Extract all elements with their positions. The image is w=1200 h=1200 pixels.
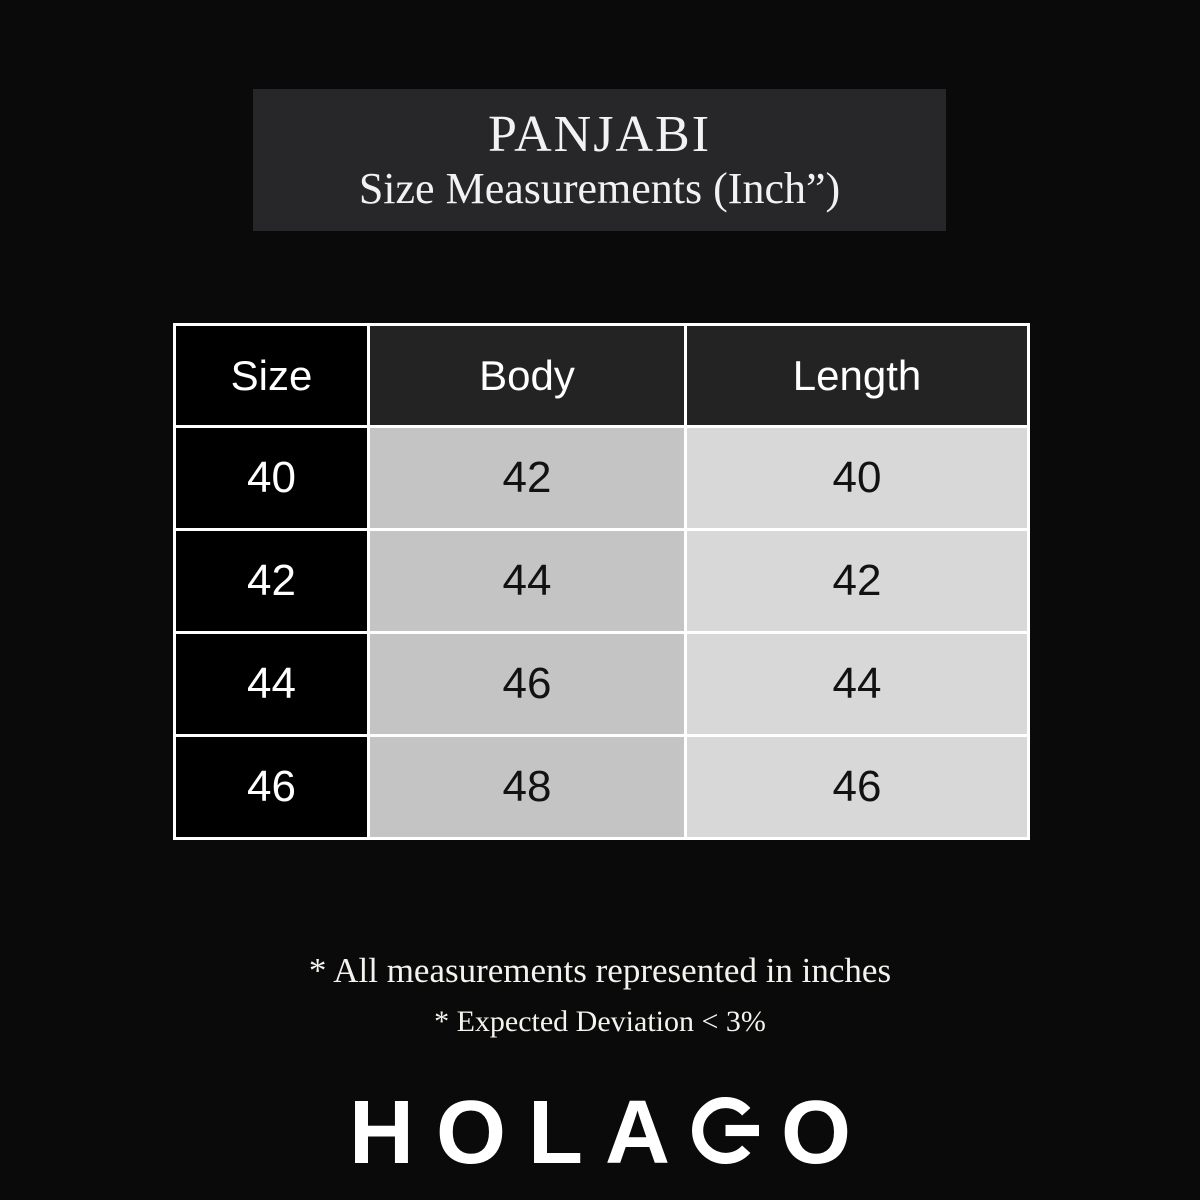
- brand-letter-o: O: [780, 1083, 851, 1183]
- body-value: 46: [369, 633, 686, 736]
- length-value: 44: [686, 633, 1029, 736]
- body-value: 48: [369, 736, 686, 839]
- size-value: 44: [175, 633, 369, 736]
- brand-letters-hola: HOLA: [349, 1083, 692, 1183]
- column-header-size: Size: [175, 325, 369, 427]
- size-value: 40: [175, 427, 369, 530]
- product-title: PANJABI: [487, 105, 712, 163]
- size-value: 42: [175, 530, 369, 633]
- size-table: [173, 323, 1030, 840]
- size-value: 46: [175, 736, 369, 839]
- length-value: 42: [686, 530, 1029, 633]
- title-panel: [253, 89, 946, 231]
- table-row: [175, 633, 1029, 736]
- body-value: 44: [369, 530, 686, 633]
- chart-subtitle: Size Measurements (Inch”): [358, 163, 841, 213]
- body-value: 42: [369, 427, 686, 530]
- brand-logo: [0, 1083, 1200, 1183]
- column-header-length: Length: [686, 325, 1029, 427]
- length-value: 46: [686, 736, 1029, 839]
- stylized-g-icon: [692, 1097, 759, 1164]
- footnote-deviation: * Expected Deviation < 3%: [434, 1005, 766, 1038]
- length-value: 40: [686, 427, 1029, 530]
- footnotes: [0, 950, 1200, 1040]
- column-header-body: Body: [369, 325, 686, 427]
- footnote-measurements: * All measurements represented in inches: [308, 951, 892, 990]
- table-header-row: [175, 325, 1029, 427]
- table-row: [175, 427, 1029, 530]
- table-row: [175, 736, 1029, 839]
- table-row: [175, 530, 1029, 633]
